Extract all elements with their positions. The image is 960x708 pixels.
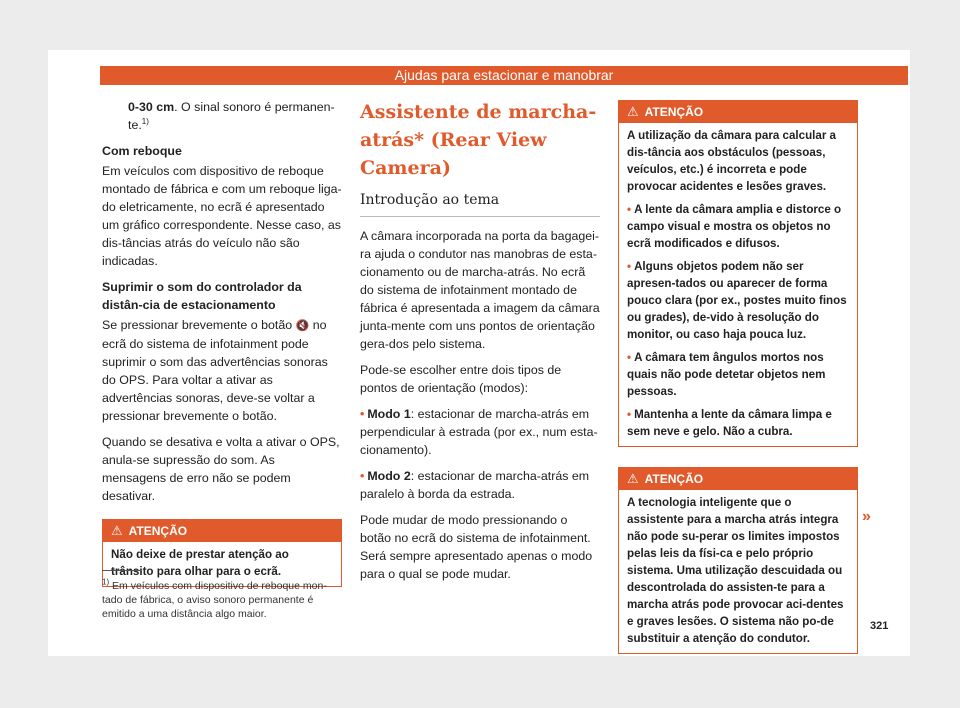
warning-header: ⚠ ATENÇÃO bbox=[103, 520, 341, 542]
list-item: • A câmara tem ângulos mortos nos quais não pode detetar objetos nem pessoas. bbox=[627, 351, 826, 398]
manual-page bbox=[48, 50, 910, 656]
distance-intro: 0-30 cm. O sinal sonoro é permanen-te.$^{1)}$ bbox=[128, 100, 335, 132]
list-item: • Mantenha a lente da câmara limpa e sem neve e gelo. Não a cubra. bbox=[627, 408, 832, 438]
chapter-header: Ajudas para estacionar e manobrar bbox=[100, 66, 908, 85]
footnote: $^{1)}$ Em veículos com dispositivo de reboque mon-tado de fábrica, o aviso sonoro permanente é emitido a uma distância algo maior. bbox=[102, 570, 342, 621]
warning-box-camera bbox=[618, 100, 858, 447]
warning-header: ⚠ ATENÇÃO bbox=[619, 468, 857, 490]
section-subtitle: Introdução ao tema bbox=[360, 190, 600, 217]
bullet-icon: • bbox=[627, 260, 632, 273]
section-title: Assistente de marcha-atrás* (Rear View Camera) bbox=[360, 101, 597, 179]
list-item: • A lente da câmara amplia e distorce o campo visual e mostra os objetos no ecrã modificados e difusos. bbox=[627, 203, 842, 250]
warning-triangle-icon: ⚠ bbox=[627, 471, 639, 486]
change-mode-text: Pode mudar de modo pressionando o botão no ecrã do sistema de infotainment. Será sempre apresentado apenas o modo para o qual se pode mudar. bbox=[360, 513, 593, 581]
camera-intro: A câmara incorporada na porta da bagagei-ra ajuda o condutor nas manobras de esta-cionamento ou de marcha-atrás. No ecrã do sistema de infotainment montado de fábrica é apresentada a imagem da câmara junta-mente com uns pontos de orientação gera-dos pelo sistema. bbox=[360, 229, 600, 351]
continue-arrow-icon: » bbox=[862, 508, 871, 525]
mode-1-item: • Modo 1: estacionar de marcha-atrás em perpendicular à estrada (por ex., num esta-cionamento). bbox=[360, 407, 598, 457]
tow-text: Em veículos com dispositivo de reboque montado de fábrica e com um reboque liga-do eletricamente, no ecrã é apresentado um gráfico correspondente. Nesse caso, as dis-tâncias atrás do veículo não são indicadas. bbox=[102, 164, 342, 268]
warning-triangle-icon: ⚠ bbox=[111, 523, 123, 538]
mode-2-item: • Modo 2: estacionar de marcha-atrás em paralelo à borda da estrada. bbox=[360, 469, 590, 501]
bullet-icon: • bbox=[360, 469, 365, 483]
column-right bbox=[618, 100, 858, 668]
warning-triangle-icon: ⚠ bbox=[627, 104, 639, 119]
footnote-divider bbox=[102, 570, 142, 571]
warning-body: A tecnologia inteligente que o assistente para a marcha atrás integra não pode su-perar os limites impostos pelas leis da físi-ca e pelo próprio sistema. Uma utilização descuidada ou descontrolada do assisten-te para a marcha atrás pode provocar aci-dentes e graves lesões. O sistema não po-de substituir a atenção do condutor. bbox=[627, 496, 844, 645]
bullet-icon: • bbox=[360, 407, 365, 421]
page-number: 321 bbox=[870, 620, 889, 632]
column-left bbox=[102, 98, 342, 601]
modes-intro: Pode-se escolher entre dois tipos de pontos de orientação (modos): bbox=[360, 363, 562, 395]
warning-header: ⚠ ATENÇÃO bbox=[619, 101, 857, 123]
bullet-icon: • bbox=[627, 203, 632, 216]
warning-box-technology bbox=[618, 467, 858, 654]
reactivate-text: Quando se desativa e volta a ativar o OPS, anula-se supressão do som. As mensagens de erro não se podem desativar. bbox=[102, 435, 340, 503]
mute-text: Se pressionar brevemente o botão 🔇 no ecrã do sistema de infotainment pode suprimir o som das advertências sonoras do OPS. Para voltar a ativar as advertências sonoras, deve-se voltar a pressionar brevemente o botão. bbox=[102, 318, 328, 423]
warning-body: A utilização da câmara para calcular a dis-tância aos obstáculos (pessoas, veículos, etc.) é incorreta e pode provocar acidentes e lesões graves. • A lente da câmara amplia e distorce o campo visual e mostra os objetos no ecrã modificados e difusos. • Alguns objetos podem não ser apresen-tados ou aparecer de forma pouco clara (por ex., postes muito finos ou grades), de-vido à resolução do monitor, ou caso haja pouca luz. • A câmara tem ângulos mortos nos quais não pode detetar objetos nem pessoas. • Mantenha a lente da câmara limpa e sem neve e gelo. Não a cubra. bbox=[619, 123, 857, 446]
bullet-icon: • bbox=[627, 408, 632, 421]
speaker-mute-icon: 🔇 bbox=[295, 320, 310, 332]
list-item: • Alguns objetos podem não ser apresen-tados ou aparecer de forma pouco clara (por ex., postes muito finos ou grades), de-vido à resolução do monitor, ou caso haja pouca luz. bbox=[627, 260, 847, 341]
column-middle bbox=[360, 98, 600, 591]
bullet-icon: • bbox=[627, 351, 632, 364]
tow-heading: Com reboque bbox=[102, 144, 182, 158]
mute-heading: Suprimir o som do controlador da distân-cia de estacionamento bbox=[102, 280, 302, 312]
warning-body: Não deixe de prestar atenção ao trânsito para olhar para o ecrã. bbox=[111, 548, 289, 578]
